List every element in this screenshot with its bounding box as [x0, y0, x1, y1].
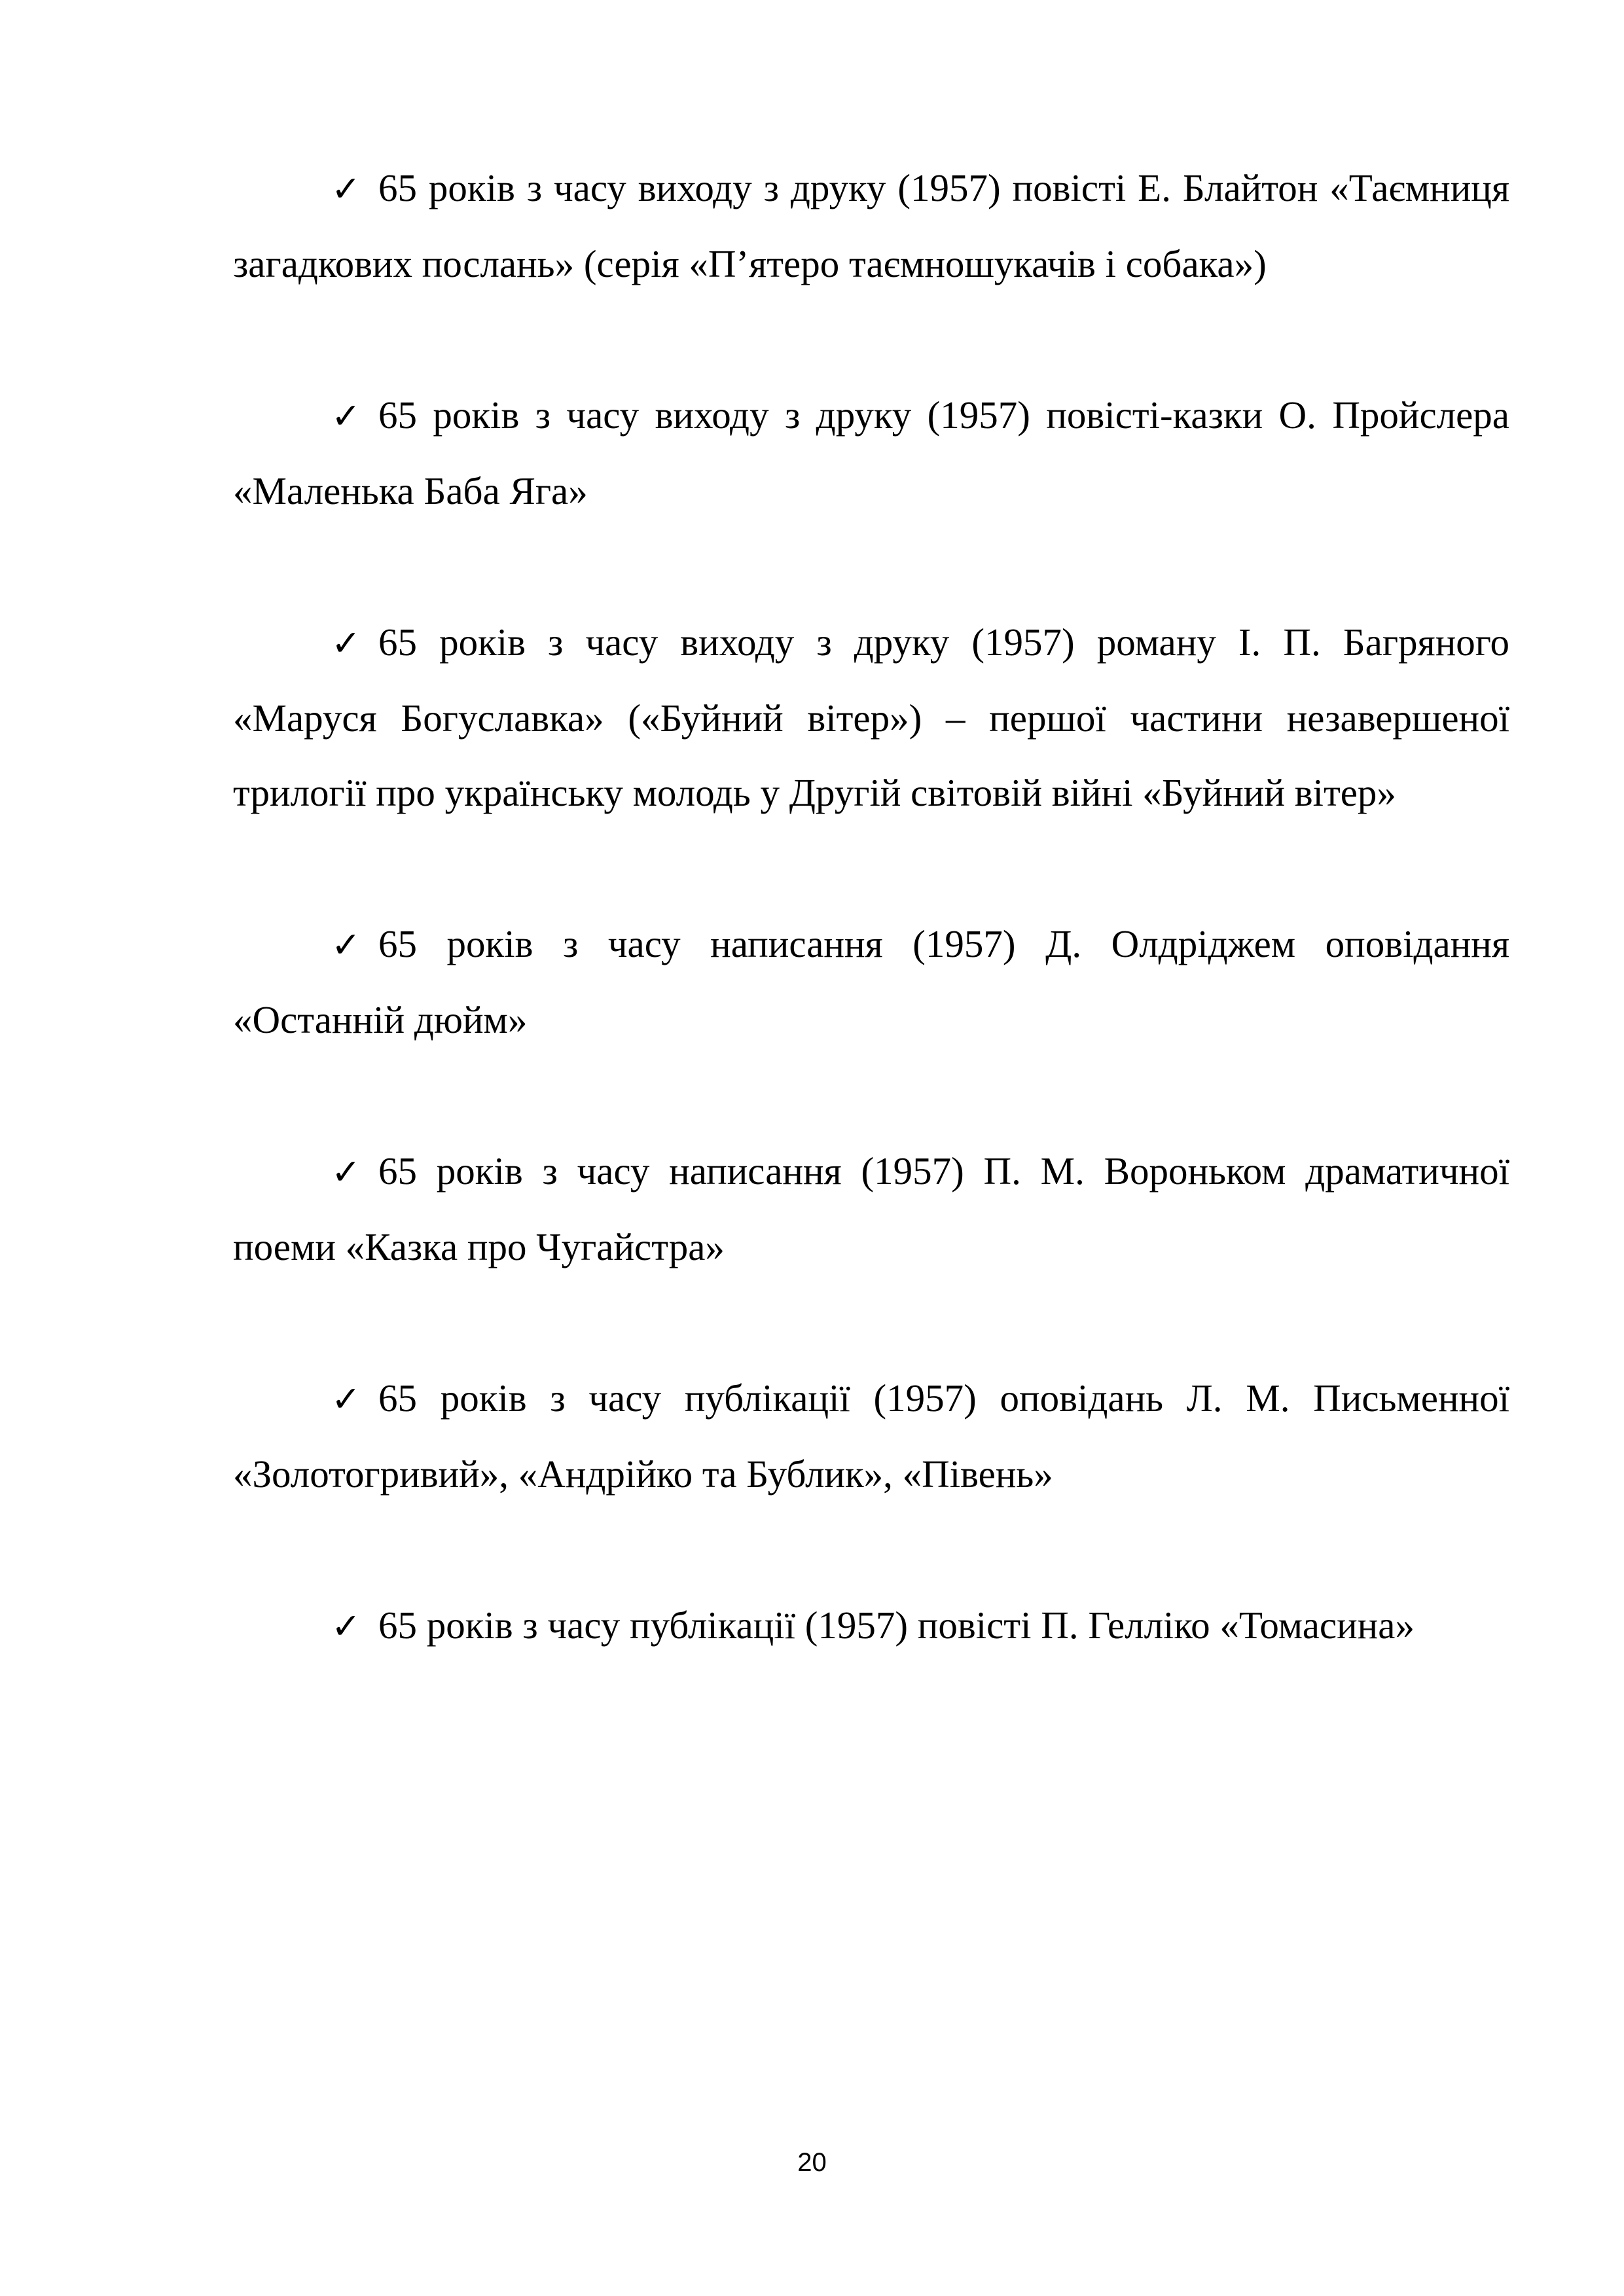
list-item-text: 65 років з часу написання (1957) П. М. Вороньком драматичної поеми «Казка про Чугайстра»: [233, 1149, 1509, 1268]
checkmark-icon: ✓: [331, 1378, 361, 1420]
list-item-text: 65 років з часу написання (1957) Д. Олдріджем оповідання «Останній дюйм»: [233, 922, 1509, 1041]
list-item-text: 65 років з часу виходу з друку (1957) повісті-казки О. Пройслера «Маленька Баба Яга»: [233, 393, 1509, 512]
list-item: [233, 1134, 1509, 1284]
list-item: [233, 151, 1509, 301]
list-item: [233, 1588, 1509, 1664]
checkmark-icon: ✓: [331, 168, 361, 209]
list-item: [233, 378, 1509, 528]
checkmark-icon: ✓: [331, 924, 361, 965]
list-item-text: 65 років з часу виходу з друку (1957) роману І. П. Багряного «Маруся Богуславка» («Буйний вітер») – першої частини незавершеної трилогії про українську молодь у Другій світовій війні «Буйний вітер»: [233, 620, 1509, 814]
checkmark-icon: ✓: [331, 395, 361, 437]
checkmark-icon: ✓: [331, 622, 361, 664]
list-item: [233, 906, 1509, 1057]
list-item: [233, 605, 1509, 830]
list-item-text: 65 років з часу публікації (1957) повісті П. Гелліко «Томасина»: [378, 1604, 1415, 1647]
list-item: [233, 1361, 1509, 1511]
list-item-text: 65 років з часу виходу з друку (1957) повісті Е. Блайтон «Таємниця загадкових послань» (серія «П’ятеро таємношукачів і собака»): [233, 166, 1509, 285]
checkmark-icon: ✓: [331, 1151, 361, 1193]
anniversary-list: [233, 151, 1509, 1740]
list-item-text: 65 років з часу публікації (1957) оповідань Л. М. Письменної «Золотогривий», «Андрійко та Бублик», «Півень»: [233, 1376, 1509, 1496]
page-number: 20: [797, 2148, 827, 2177]
checkmark-icon: ✓: [331, 1605, 361, 1647]
